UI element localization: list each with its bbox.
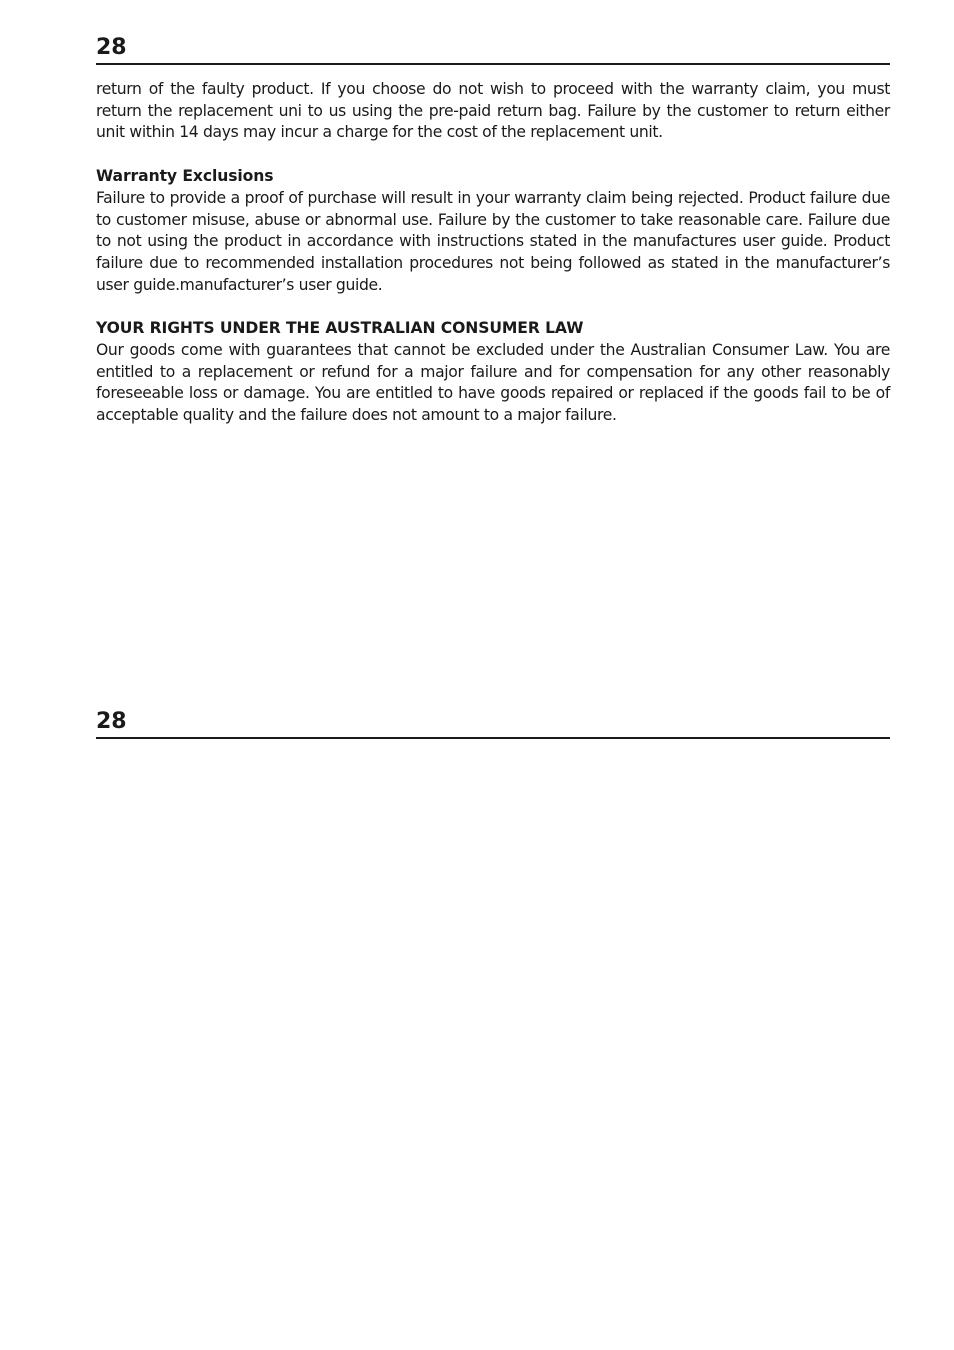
- intro-paragraph: return of the faulty product. If you choose do not wish to proceed with the warranty claim, you must return the replacement uni to us using the pre-paid return bag. Failure by the customer to return either unit within 14 days may incur a charge for the cost of the replacement unit.: [96, 80, 890, 142]
- page-number-bottom: 28: [96, 709, 127, 734]
- page-number-top: 28: [96, 35, 127, 60]
- warranty-exclusions-heading: Warranty Exclusions: [96, 167, 274, 186]
- warranty-exclusions-section: [96, 166, 890, 296]
- page-header-bottom: [96, 708, 890, 739]
- consumer-law-section: [96, 318, 890, 427]
- page-header-top: [96, 34, 890, 65]
- consumer-law-heading: YOUR RIGHTS UNDER THE AUSTRALIAN CONSUMER LAW: [96, 319, 584, 338]
- page-content: [96, 79, 890, 427]
- consumer-law-paragraph: Our goods come with guarantees that cannot be excluded under the Australian Consumer Law. You are entitled to a replacement or refund for a major failure and for compensation for any other reasonably foreseeable loss or damage. You are entitled to have goods repaired or replaced if the goods fail to be of acceptable quality and the failure does not amount to a major failure.: [96, 341, 890, 425]
- warranty-exclusions-paragraph: Failure to provide a proof of purchase will result in your warranty claim being rejected. Product failure due to customer misuse, abuse or abnormal use. Failure by the customer to take reasonable care. Failure due to not using the product in accordance with instructions stated in the manufactures user guide. Product failure due to recommended installation procedures not being followed as stated in the manufacturer’s user guide.manufacturer’s user guide.: [96, 188, 890, 294]
